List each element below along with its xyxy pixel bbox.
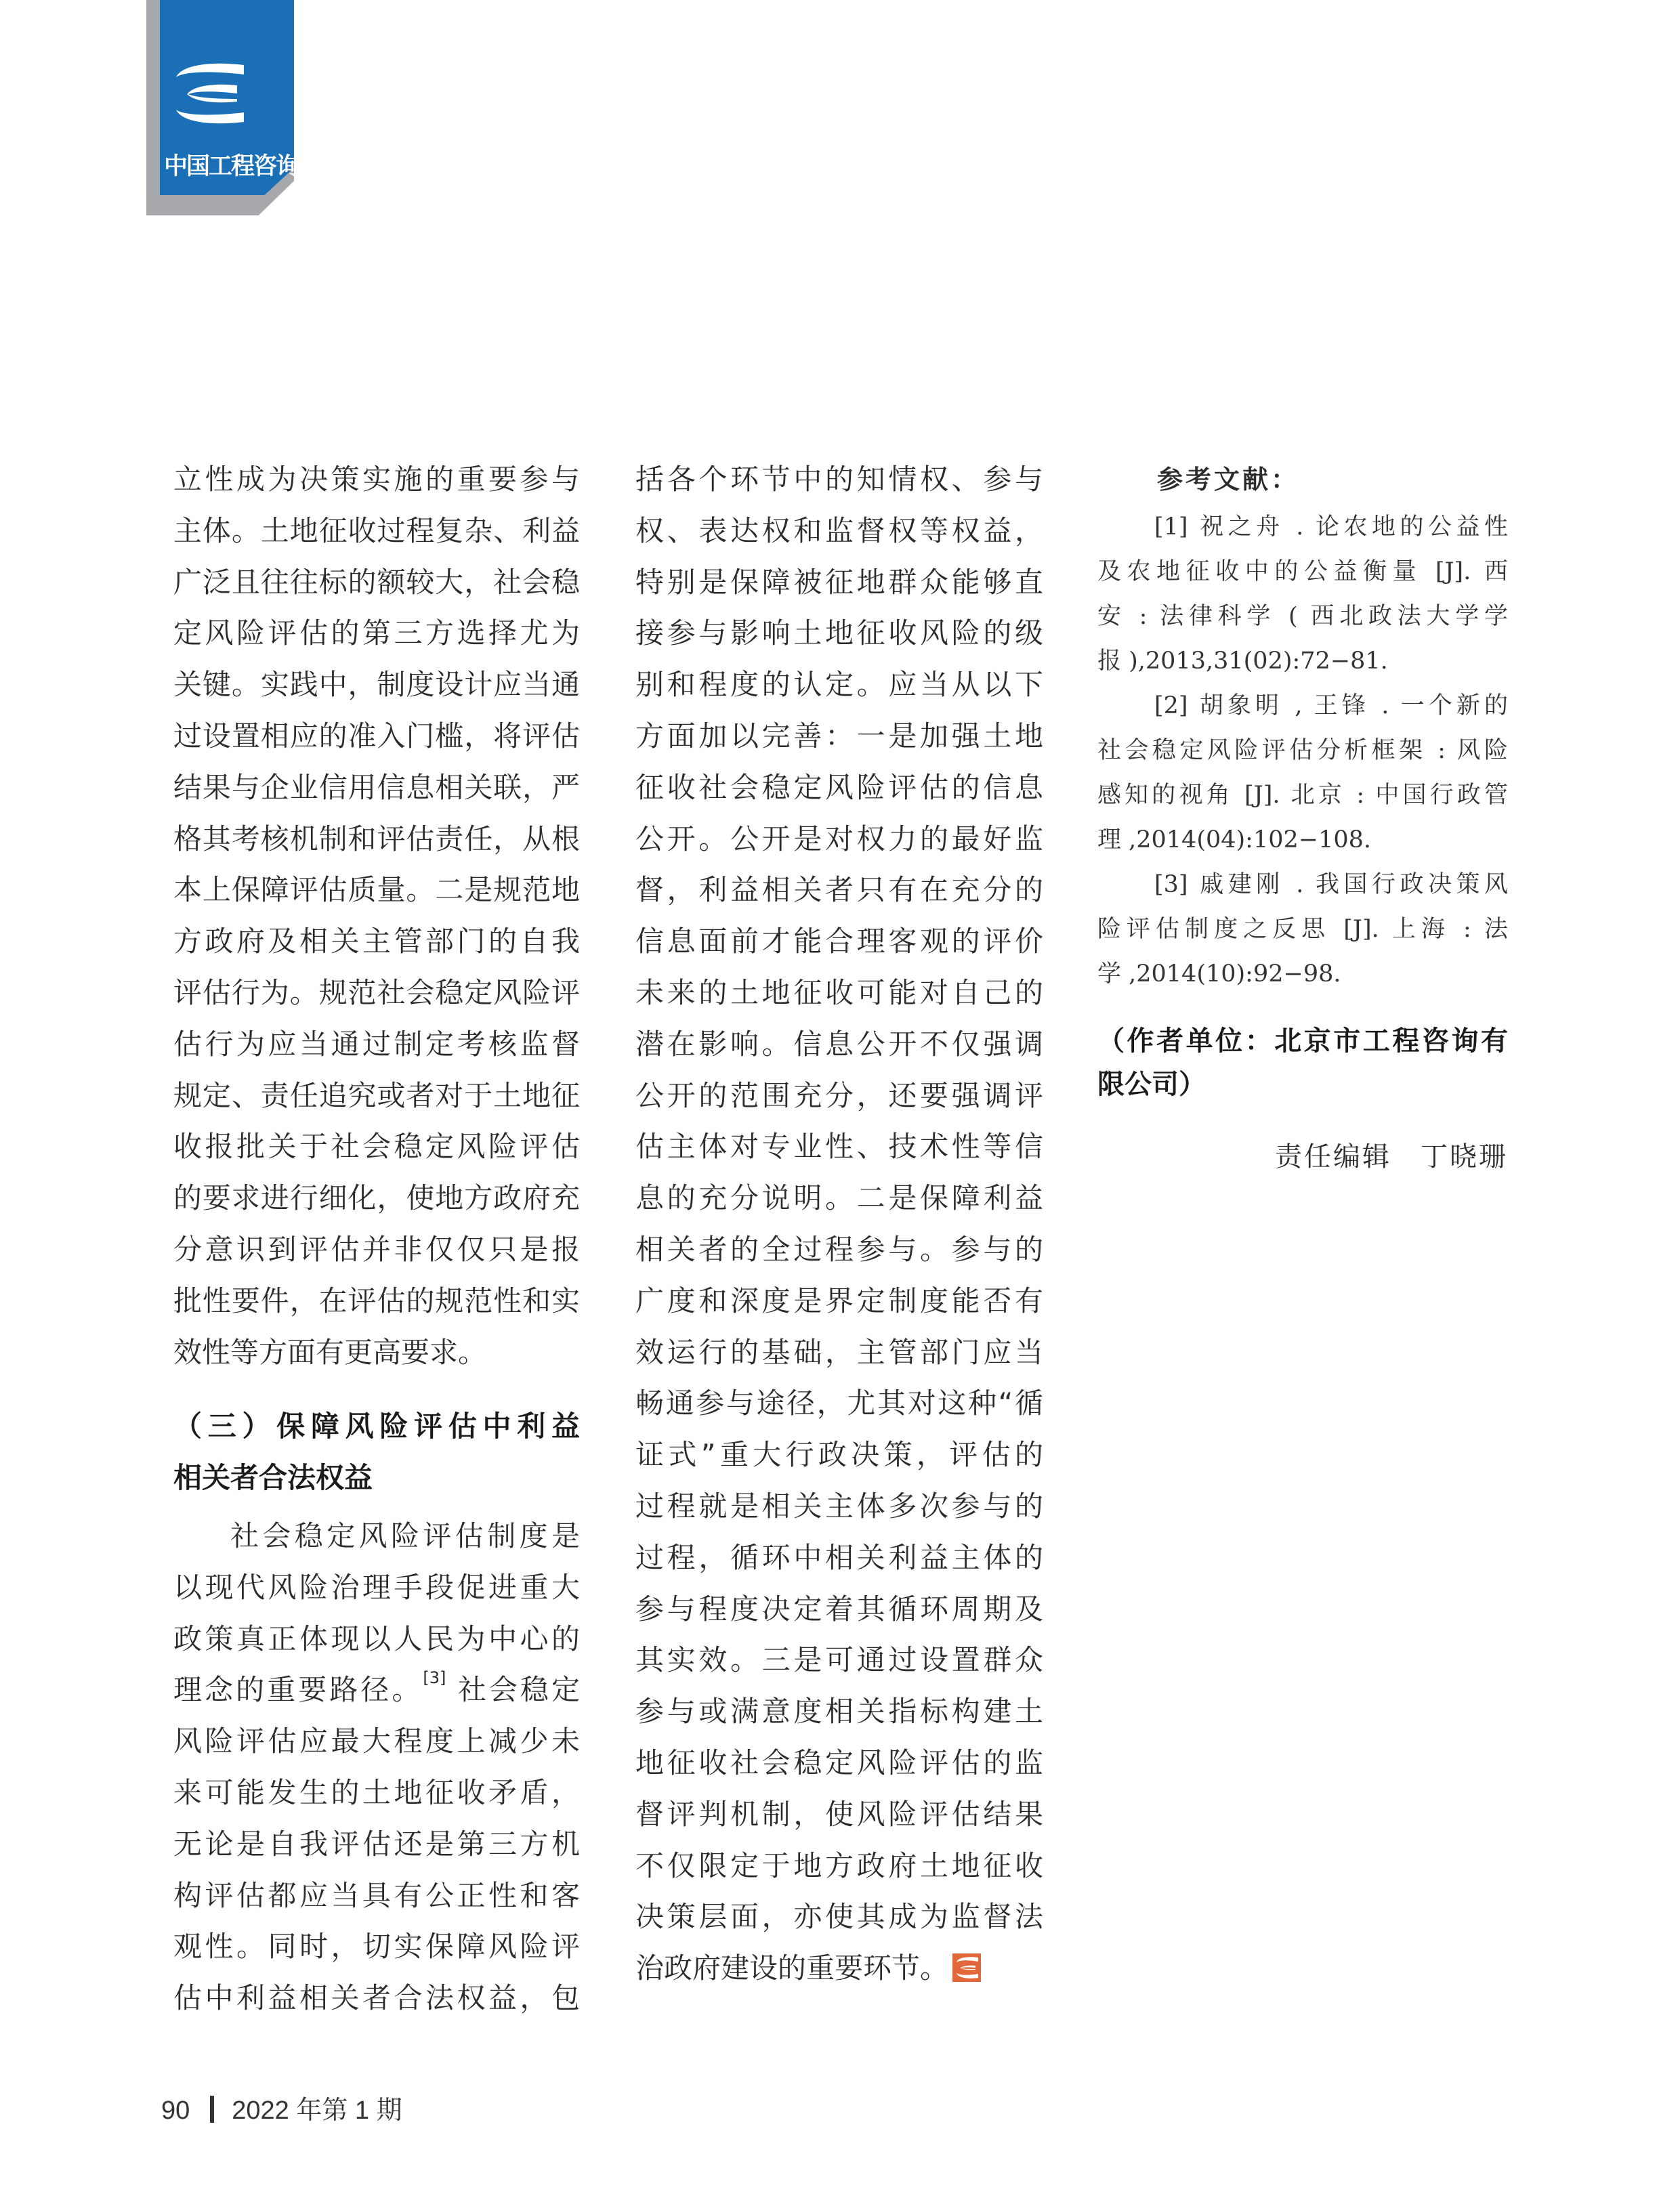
text-line-final [635, 1943, 1043, 1994]
affiliation-line: 限公司） [1097, 1069, 1206, 1100]
text-line: 风险评估应最大程度上减少未 [173, 1725, 580, 1758]
reference-line: 险评估制度之反思 [J]. 上海 : 法 [1097, 916, 1508, 943]
text-line: 未来的土地征收可能对自己的 [635, 975, 1043, 1009]
text-fragment: 理念的重要路径。 [173, 1673, 423, 1707]
affiliation-line: （作者单位：北京市工程咨询有 [1097, 1025, 1508, 1057]
section-heading [173, 1401, 580, 1504]
citation-mark: [3] [423, 1668, 446, 1688]
text-line: 督，利益相关者只有在充分的 [635, 873, 1043, 907]
text-line: 定风险评估的第三方选择尤为 [173, 616, 580, 650]
text-line: 本上保障评估质量。二是规范地 [173, 873, 580, 907]
reference-line: [2] 胡象明 , 王锋 . 一个新的 [1154, 692, 1508, 719]
text-line: 过程就是相关主体多次参与的 [635, 1489, 1043, 1523]
text-line: 关键。实践中，制度设计应当通 [173, 668, 580, 702]
text-line: 别和程度的认定。应当从以下 [635, 668, 1043, 702]
text-line: 评估行为。规范社会稳定风险评 [173, 975, 580, 1009]
reference-item [1097, 862, 1508, 996]
text-line: 权、表达权和监督权等权益， [635, 513, 1043, 547]
reference-line: 社会稳定风险评估分析框架 : 风险 [1097, 737, 1508, 764]
text-line: 的要求进行细化，使地方政府充 [173, 1181, 580, 1215]
text-line: 估主体对专业性、技术性等信 [635, 1130, 1043, 1164]
text-line: 以现代风险治理手段促进重大 [173, 1570, 580, 1604]
text-line: 其实效。三是可通过设置群众 [635, 1643, 1043, 1677]
text-line: 方政府及相关主管部门的自我 [173, 925, 580, 958]
reference-line: 报 ),2013,31(02):72−81. [1097, 648, 1388, 675]
text-line: 不仅限定于地方政府土地征收 [635, 1848, 1043, 1882]
footer-divider [210, 2096, 214, 2123]
text-fragment: 治政府建设的重要环节。 [635, 1951, 949, 1985]
page-footer [161, 2089, 402, 2126]
text-line: 来可能发生的土地征收矛盾， [173, 1775, 580, 1809]
text-line: 息的充分说明。二是保障利益 [635, 1181, 1043, 1215]
text-line: 格其考核机制和评估责任，从根 [173, 822, 580, 855]
text-line: 政策真正体现以人民为中心的 [173, 1622, 580, 1655]
text-line: 批性要件，在评估的规范性和实 [173, 1284, 580, 1317]
responsible-editor: 责任编辑 丁晓珊 [1275, 1141, 1508, 1172]
text-line: 广度和深度是界定制度能否有 [635, 1284, 1043, 1317]
text-line: 畅通参与途径，尤其对这种“循 [635, 1387, 1043, 1420]
reference-line: [3] 戚建刚 . 我国行政决策风 [1154, 871, 1508, 898]
text-line: 过设置相应的准入门槛，将评估 [173, 719, 580, 753]
text-line: 地征收社会稳定风险评估的监 [635, 1746, 1043, 1779]
text-line: 征收社会稳定风险评估的信息 [635, 770, 1043, 804]
end-of-article-icon [952, 1953, 981, 1982]
text-line: 特别是保障被征地群众能够直 [635, 565, 1043, 599]
issue-label: 2022 年第 1 期 [232, 2096, 402, 2125]
text-line: 主体。土地征收过程复杂、利益 [173, 513, 580, 547]
text-line: 督评判机制，使风险评估结果 [635, 1797, 1043, 1831]
text-line-with-citation [173, 1664, 580, 1716]
reference-line: 感知的视角 [J]. 北京 : 中国行政管 [1097, 782, 1508, 809]
heading-line: （三）保障风险评估中利益 [173, 1410, 580, 1443]
text-line: 信息面前才能合理客观的评价 [635, 925, 1043, 958]
reference-line: 安 : 法律科学 ( 西北政法大学学 [1097, 603, 1508, 630]
text-line: 立性成为决策实施的重要参与 [173, 463, 580, 496]
journal-name: 中国工程咨询 [164, 153, 299, 180]
text-line: 观性。同时，切实保障风险评 [173, 1930, 580, 1964]
reference-line: 理 ,2014(04):102−108. [1097, 826, 1372, 853]
text-line: 估行为应当通过制定考核监督 [173, 1027, 580, 1061]
text-line: 效运行的基础，主管部门应当 [635, 1335, 1043, 1369]
text-line: 接参与影响土地征收风险的级 [635, 616, 1043, 650]
text-line: 相关者的全过程参与。参与的 [635, 1232, 1043, 1266]
reference-list [1097, 505, 1508, 996]
text-line: 方面加以完善：一是加强土地 [635, 719, 1043, 753]
column-2 [635, 454, 1043, 1994]
column-1 [173, 454, 580, 2024]
text-line: 社会稳定风险评估制度是 [230, 1519, 580, 1552]
reference-line: [1] 祝之舟 . 论农地的公益性 [1154, 513, 1508, 541]
text-line: 公开的范围充分，还要强调评 [635, 1078, 1043, 1112]
text-line: 证式”重大行政决策，评估的 [635, 1438, 1043, 1472]
journal-logo-icon [169, 60, 251, 127]
reference-line: 学 ,2014(10):92−98. [1097, 960, 1341, 988]
paragraph-1 [173, 454, 580, 1378]
text-line: 过程，循环中相关利益主体的 [635, 1540, 1043, 1574]
references-title: 参考文献： [1157, 464, 1300, 494]
text-line: 潜在影响。信息公开不仅强调 [635, 1027, 1043, 1061]
author-affiliation [1097, 1019, 1508, 1106]
text-line: 公开。公开是对权力的最好监 [635, 822, 1043, 855]
text-line: 估中利益相关者合法权益，包 [173, 1981, 580, 2015]
page-number: 90 [161, 2096, 190, 2125]
text-line: 规定、责任追究或者对于土地征 [173, 1078, 580, 1112]
text-line: 括各个环节中的知情权、参与 [635, 463, 1043, 496]
paragraph-2 [173, 1510, 580, 2024]
text-line: 参与或满意度相关指标构建土 [635, 1695, 1043, 1729]
text-line: 收报批关于社会稳定风险评估 [173, 1130, 580, 1164]
reference-item [1097, 505, 1508, 683]
column-3 [1097, 454, 1508, 1183]
reference-item [1097, 683, 1508, 862]
text-line: 决策层面，亦使其成为监督法 [635, 1900, 1043, 1934]
text-line: 分意识到评估并非仅仅只是报 [173, 1232, 580, 1266]
text-line: 结果与企业信用信息相关联，严 [173, 770, 580, 804]
text-line: 构评估都应当具有公正性和客 [173, 1878, 580, 1912]
text-fragment: 社会稳定 [457, 1673, 580, 1707]
heading-line: 相关者合法权益 [173, 1461, 373, 1495]
text-line: 无论是自我评估还是第三方机 [173, 1827, 580, 1861]
reference-line: 及农地征收中的公益衡量 [J]. 西 [1097, 558, 1508, 585]
text-line: 参与程度决定着其循环周期及 [635, 1592, 1043, 1626]
text-line: 广泛且往往标的额较大，社会稳 [173, 565, 580, 599]
text-line: 效性等方面有更高要求。 [173, 1335, 487, 1369]
